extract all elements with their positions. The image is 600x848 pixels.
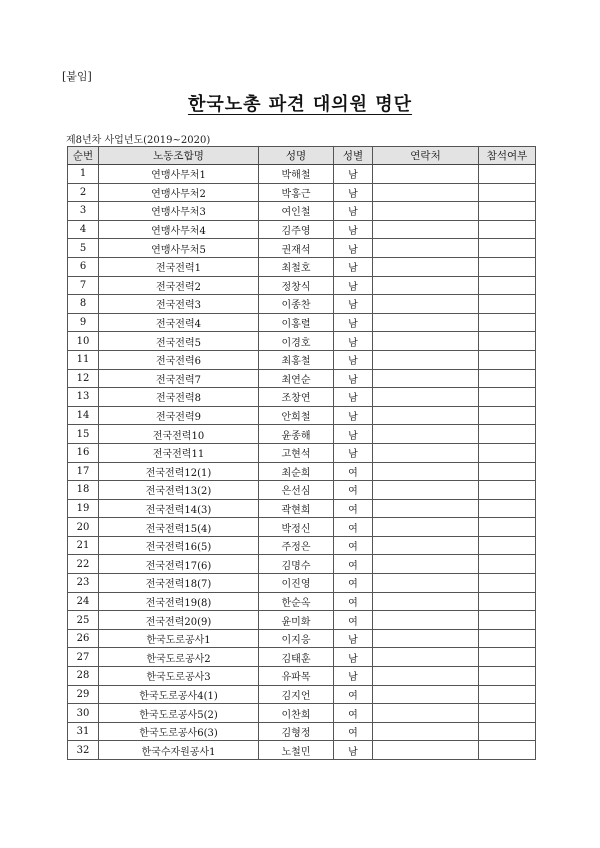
cell-name: 김주영 <box>259 220 334 239</box>
cell-sex: 여 <box>334 536 373 555</box>
cell-attendance <box>479 295 536 314</box>
cell-contact <box>373 536 479 555</box>
cell-number: 18 <box>68 481 99 500</box>
cell-attendance <box>479 518 536 537</box>
cell-number: 27 <box>68 648 99 667</box>
cell-union: 전국전력20(9) <box>99 611 259 630</box>
cell-sex: 남 <box>334 295 373 314</box>
cell-number: 10 <box>68 332 99 351</box>
cell-sex: 남 <box>334 313 373 332</box>
cell-sex: 남 <box>334 239 373 258</box>
table-row <box>68 536 536 555</box>
cell-contact <box>373 648 479 667</box>
cell-contact <box>373 406 479 425</box>
cell-sex: 남 <box>334 406 373 425</box>
cell-union: 연맹사무처5 <box>99 239 259 258</box>
cell-sex: 남 <box>334 276 373 295</box>
cell-number: 21 <box>68 536 99 555</box>
table-row <box>68 295 536 314</box>
table-row <box>68 183 536 202</box>
cell-attendance <box>479 667 536 686</box>
cell-sex: 여 <box>334 481 373 500</box>
cell-name: 박정신 <box>259 518 334 537</box>
cell-name: 이종찬 <box>259 295 334 314</box>
cell-number: 24 <box>68 592 99 611</box>
cell-sex: 남 <box>334 629 373 648</box>
cell-contact <box>373 276 479 295</box>
table-row <box>68 667 536 686</box>
cell-contact <box>373 462 479 481</box>
cell-contact <box>373 481 479 500</box>
cell-union: 한국도로공사1 <box>99 629 259 648</box>
table-row <box>68 406 536 425</box>
cell-name: 김명수 <box>259 555 334 574</box>
cell-union: 전국전력1 <box>99 257 259 276</box>
cell-name: 최홍철 <box>259 350 334 369</box>
cell-name: 유파목 <box>259 667 334 686</box>
cell-number: 2 <box>68 183 99 202</box>
cell-number: 12 <box>68 369 99 388</box>
table-row <box>68 648 536 667</box>
cell-number: 28 <box>68 667 99 686</box>
cell-number: 32 <box>68 741 99 760</box>
cell-contact <box>373 574 479 593</box>
cell-contact <box>373 499 479 518</box>
cell-number: 22 <box>68 555 99 574</box>
cell-attendance <box>479 499 536 518</box>
cell-attendance <box>479 481 536 500</box>
table-row <box>68 220 536 239</box>
cell-contact <box>373 518 479 537</box>
cell-number: 11 <box>68 350 99 369</box>
cell-union: 연맹사무처3 <box>99 202 259 221</box>
cell-union: 전국전력11 <box>99 443 259 462</box>
cell-sex: 여 <box>334 462 373 481</box>
cell-attendance <box>479 536 536 555</box>
cell-attendance <box>479 313 536 332</box>
table-header-row <box>68 147 536 165</box>
delegate-roster-table <box>67 146 536 760</box>
header-sex: 성별 <box>334 147 373 165</box>
header-union: 노동조합명 <box>99 147 259 165</box>
cell-contact <box>373 220 479 239</box>
cell-sex: 남 <box>334 165 373 184</box>
cell-attendance <box>479 239 536 258</box>
cell-sex: 여 <box>334 555 373 574</box>
table-row <box>68 443 536 462</box>
cell-number: 6 <box>68 257 99 276</box>
cell-name: 곽현희 <box>259 499 334 518</box>
cell-name: 이진영 <box>259 574 334 593</box>
cell-union: 연맹사무처1 <box>99 165 259 184</box>
cell-contact <box>373 369 479 388</box>
cell-number: 8 <box>68 295 99 314</box>
cell-attendance <box>479 183 536 202</box>
cell-number: 26 <box>68 629 99 648</box>
table-row <box>68 499 536 518</box>
cell-union: 전국전력3 <box>99 295 259 314</box>
cell-name: 박해철 <box>259 165 334 184</box>
table-row <box>68 722 536 741</box>
cell-name: 권재석 <box>259 239 334 258</box>
cell-contact <box>373 350 479 369</box>
header-attendance: 참석여부 <box>479 147 536 165</box>
cell-union: 한국수자원공사1 <box>99 741 259 760</box>
cell-sex: 여 <box>334 722 373 741</box>
attachment-label: [붙임] <box>62 70 92 83</box>
table-row <box>68 350 536 369</box>
cell-number: 19 <box>68 499 99 518</box>
cell-number: 17 <box>68 462 99 481</box>
cell-union: 연맹사무처4 <box>99 220 259 239</box>
cell-name: 김지언 <box>259 685 334 704</box>
cell-sex: 여 <box>334 499 373 518</box>
cell-union: 전국전력8 <box>99 388 259 407</box>
cell-number: 14 <box>68 406 99 425</box>
cell-contact <box>373 332 479 351</box>
cell-attendance <box>479 202 536 221</box>
table-row <box>68 313 536 332</box>
cell-sex: 남 <box>334 369 373 388</box>
cell-number: 16 <box>68 443 99 462</box>
table-row <box>68 481 536 500</box>
table-row <box>68 165 536 184</box>
cell-sex: 남 <box>334 257 373 276</box>
cell-attendance <box>479 257 536 276</box>
cell-name: 이찬희 <box>259 704 334 723</box>
cell-union: 전국전력6 <box>99 350 259 369</box>
cell-contact <box>373 257 479 276</box>
cell-name: 주정은 <box>259 536 334 555</box>
table-row <box>68 555 536 574</box>
cell-contact <box>373 741 479 760</box>
table-row <box>68 369 536 388</box>
cell-name: 김태훈 <box>259 648 334 667</box>
table-row <box>68 239 536 258</box>
cell-attendance <box>479 629 536 648</box>
cell-contact <box>373 629 479 648</box>
cell-attendance <box>479 592 536 611</box>
cell-number: 1 <box>68 165 99 184</box>
table-row <box>68 574 536 593</box>
cell-sex: 여 <box>334 704 373 723</box>
cell-attendance <box>479 388 536 407</box>
cell-attendance <box>479 462 536 481</box>
cell-number: 3 <box>68 202 99 221</box>
table-row <box>68 629 536 648</box>
table-row <box>68 611 536 630</box>
cell-union: 전국전력16(5) <box>99 536 259 555</box>
cell-union: 전국전력2 <box>99 276 259 295</box>
cell-sex: 남 <box>334 350 373 369</box>
cell-contact <box>373 667 479 686</box>
cell-union: 전국전력10 <box>99 425 259 444</box>
table-row <box>68 592 536 611</box>
cell-number: 7 <box>68 276 99 295</box>
cell-contact <box>373 165 479 184</box>
cell-sex: 여 <box>334 518 373 537</box>
cell-number: 23 <box>68 574 99 593</box>
cell-attendance <box>479 574 536 593</box>
cell-union: 전국전력5 <box>99 332 259 351</box>
cell-contact <box>373 555 479 574</box>
cell-attendance <box>479 369 536 388</box>
cell-sex: 여 <box>334 685 373 704</box>
cell-union: 한국도로공사5(2) <box>99 704 259 723</box>
cell-sex: 여 <box>334 574 373 593</box>
cell-union: 전국전력17(6) <box>99 555 259 574</box>
cell-attendance <box>479 276 536 295</box>
cell-name: 조창연 <box>259 388 334 407</box>
table-body <box>68 165 536 760</box>
cell-name: 최순희 <box>259 462 334 481</box>
cell-attendance <box>479 406 536 425</box>
cell-contact <box>373 313 479 332</box>
cell-name: 은선심 <box>259 481 334 500</box>
table-row <box>68 518 536 537</box>
cell-attendance <box>479 350 536 369</box>
cell-union: 전국전력15(4) <box>99 518 259 537</box>
cell-number: 4 <box>68 220 99 239</box>
cell-contact <box>373 239 479 258</box>
cell-contact <box>373 592 479 611</box>
header-number: 순번 <box>68 147 99 165</box>
cell-name: 이경호 <box>259 332 334 351</box>
cell-number: 13 <box>68 388 99 407</box>
cell-sex: 남 <box>334 667 373 686</box>
cell-union: 전국전력7 <box>99 369 259 388</box>
cell-attendance <box>479 685 536 704</box>
cell-sex: 여 <box>334 592 373 611</box>
cell-number: 31 <box>68 722 99 741</box>
cell-sex: 남 <box>334 741 373 760</box>
cell-name: 고현석 <box>259 443 334 462</box>
cell-contact <box>373 202 479 221</box>
cell-name: 윤미화 <box>259 611 334 630</box>
table-row <box>68 704 536 723</box>
document-title <box>0 90 600 116</box>
cell-sex: 남 <box>334 220 373 239</box>
table-row <box>68 257 536 276</box>
document-title-text: 한국노총 파견 대의원 명단 <box>187 94 413 115</box>
cell-number: 25 <box>68 611 99 630</box>
cell-number: 9 <box>68 313 99 332</box>
cell-contact <box>373 183 479 202</box>
cell-union: 전국전력18(7) <box>99 574 259 593</box>
cell-attendance <box>479 425 536 444</box>
cell-attendance <box>479 332 536 351</box>
cell-name: 최철호 <box>259 257 334 276</box>
cell-union: 연맹사무처2 <box>99 183 259 202</box>
cell-name: 한순옥 <box>259 592 334 611</box>
cell-name: 노철민 <box>259 741 334 760</box>
cell-union: 전국전력13(2) <box>99 481 259 500</box>
table-row <box>68 202 536 221</box>
cell-contact <box>373 722 479 741</box>
document-subtitle: 제8년차 사업년도(2019~2020) <box>66 135 211 146</box>
table-row <box>68 462 536 481</box>
cell-attendance <box>479 704 536 723</box>
cell-contact <box>373 611 479 630</box>
cell-contact <box>373 425 479 444</box>
cell-union: 전국전력4 <box>99 313 259 332</box>
cell-name: 이지응 <box>259 629 334 648</box>
cell-contact <box>373 704 479 723</box>
cell-attendance <box>479 443 536 462</box>
cell-sex: 남 <box>334 388 373 407</box>
table-row <box>68 276 536 295</box>
cell-union: 한국도로공사6(3) <box>99 722 259 741</box>
cell-sex: 남 <box>334 202 373 221</box>
cell-union: 한국도로공사4(1) <box>99 685 259 704</box>
cell-union: 전국전력14(3) <box>99 499 259 518</box>
table-row <box>68 741 536 760</box>
cell-attendance <box>479 611 536 630</box>
cell-union: 한국도로공사2 <box>99 648 259 667</box>
cell-union: 한국도로공사3 <box>99 667 259 686</box>
cell-sex: 남 <box>334 443 373 462</box>
cell-number: 20 <box>68 518 99 537</box>
cell-number: 30 <box>68 704 99 723</box>
cell-contact <box>373 388 479 407</box>
header-name: 성명 <box>259 147 334 165</box>
table-row <box>68 388 536 407</box>
cell-attendance <box>479 220 536 239</box>
cell-union: 전국전력12(1) <box>99 462 259 481</box>
cell-name: 윤종해 <box>259 425 334 444</box>
cell-name: 정창식 <box>259 276 334 295</box>
cell-number: 5 <box>68 239 99 258</box>
cell-name: 안희철 <box>259 406 334 425</box>
cell-attendance <box>479 165 536 184</box>
cell-attendance <box>479 648 536 667</box>
cell-attendance <box>479 722 536 741</box>
cell-number: 29 <box>68 685 99 704</box>
cell-sex: 남 <box>334 183 373 202</box>
cell-sex: 여 <box>334 611 373 630</box>
cell-union: 전국전력9 <box>99 406 259 425</box>
cell-name: 이홍렬 <box>259 313 334 332</box>
cell-name: 여인철 <box>259 202 334 221</box>
cell-sex: 남 <box>334 648 373 667</box>
cell-name: 박홍근 <box>259 183 334 202</box>
cell-sex: 남 <box>334 425 373 444</box>
cell-number: 15 <box>68 425 99 444</box>
cell-contact <box>373 685 479 704</box>
table-row <box>68 685 536 704</box>
cell-sex: 남 <box>334 332 373 351</box>
cell-contact <box>373 443 479 462</box>
cell-name: 최연순 <box>259 369 334 388</box>
table-row <box>68 332 536 351</box>
cell-attendance <box>479 741 536 760</box>
cell-contact <box>373 295 479 314</box>
cell-union: 전국전력19(8) <box>99 592 259 611</box>
cell-name: 김형정 <box>259 722 334 741</box>
table-row <box>68 425 536 444</box>
header-contact: 연락처 <box>373 147 479 165</box>
cell-attendance <box>479 555 536 574</box>
